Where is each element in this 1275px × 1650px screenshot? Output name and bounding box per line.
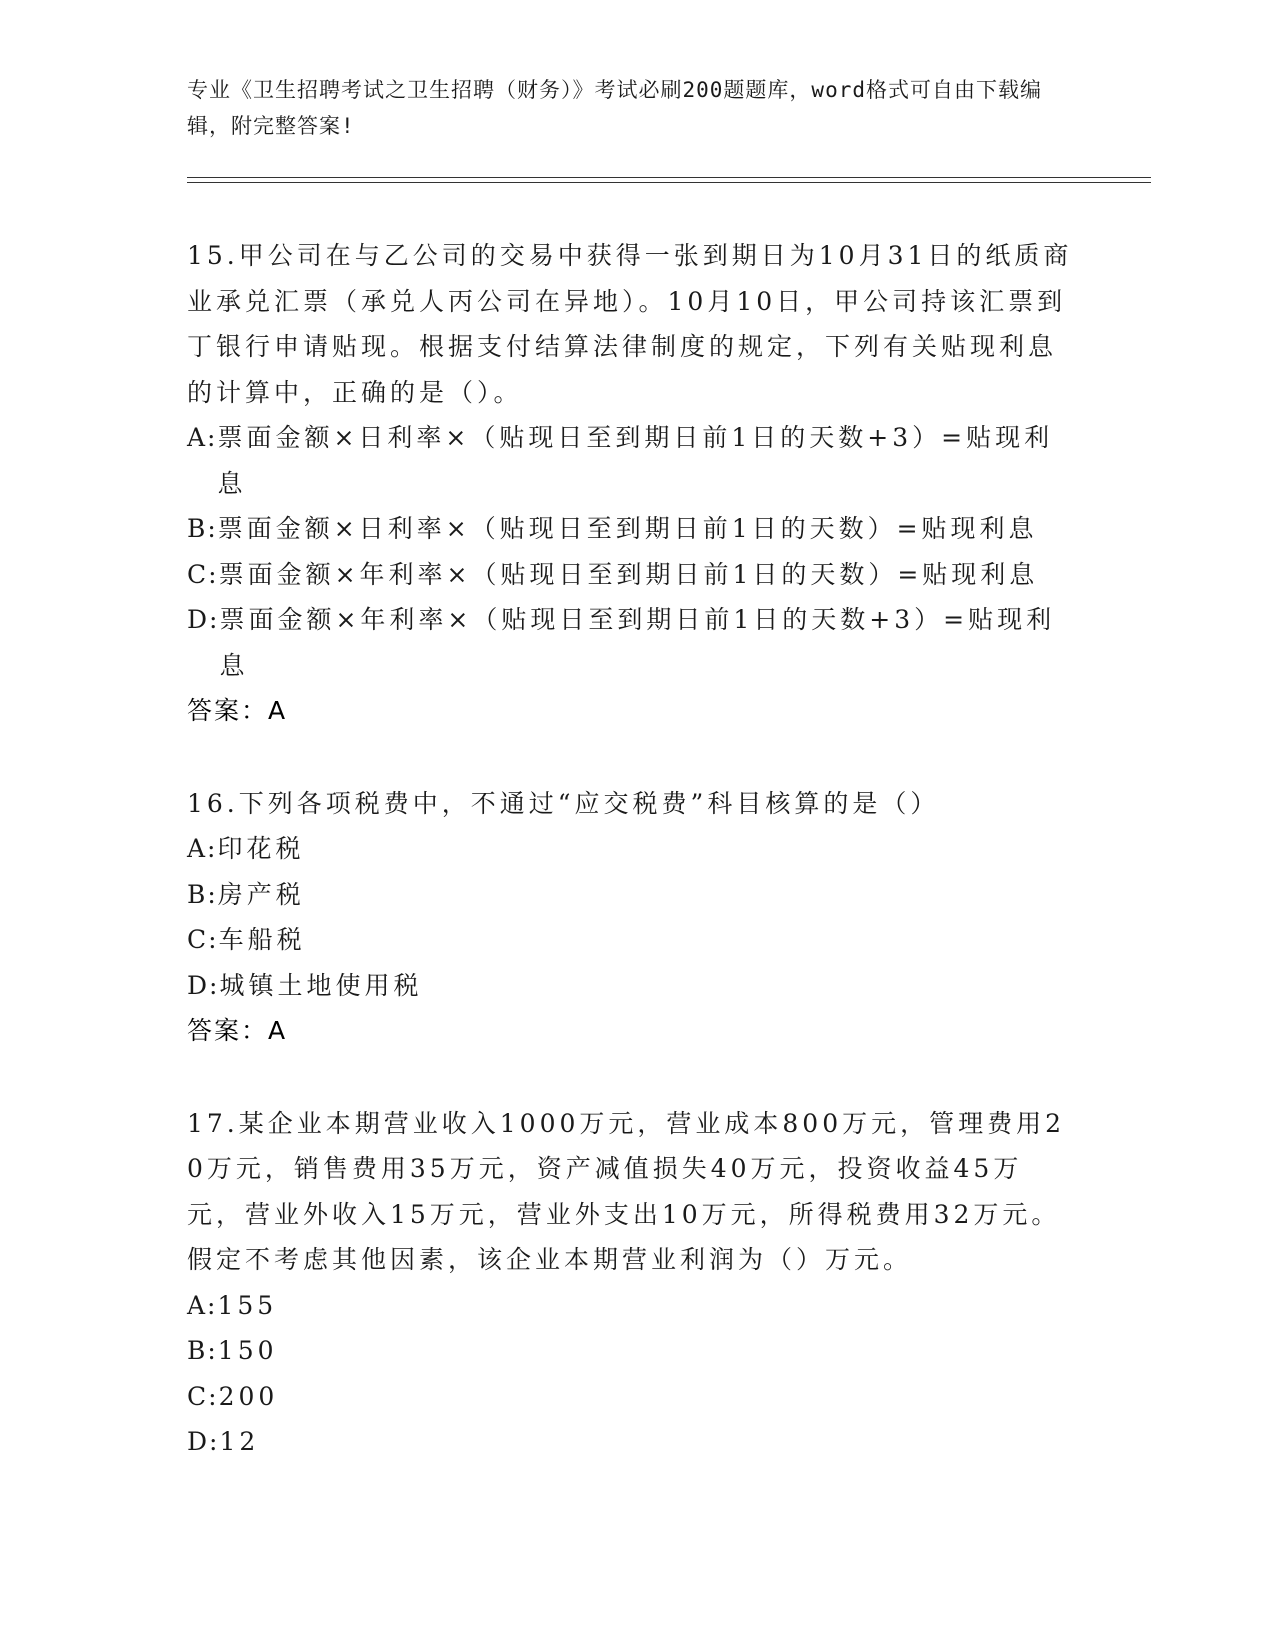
option-letter: C: xyxy=(187,1381,219,1411)
option-letter: A: xyxy=(187,1290,218,1320)
option-text: 票面金额×日利率×（贴现日至到期日前1日的天数+3）=贴现利息 xyxy=(217,423,1054,498)
option-b xyxy=(187,872,1077,918)
option-letter: D: xyxy=(187,970,220,1000)
option-a xyxy=(187,826,1077,872)
question-stem: 17.某企业本期营业收入1000万元，营业成本800万元，管理费用20万元，销售费用35万元，资产减值损失40万元，投资收益45万元，营业外收入15万元，营业外支出10万元，所得税费用32万元。假定不考虑其他因素，该企业本期营业利润为（）万元。 xyxy=(187,1108,1066,1274)
question-stem: 16.下列各项税费中，不通过“应交税费”科目核算的是（） xyxy=(187,788,940,818)
option-letter: C: xyxy=(187,925,219,954)
option-letter: A: xyxy=(187,834,218,863)
option-letter: B: xyxy=(187,1336,218,1365)
option-letter: A: xyxy=(187,423,218,452)
header-divider-bottom xyxy=(187,182,1151,183)
question-list xyxy=(187,233,1077,1512)
option-c xyxy=(187,1374,1077,1420)
option-letter: D: xyxy=(187,605,220,634)
option-text: 城镇土地使用税 xyxy=(219,970,423,1000)
option-a xyxy=(187,415,1077,506)
option-a xyxy=(187,1283,1077,1329)
question-16 xyxy=(187,781,1077,1054)
option-d xyxy=(187,963,1077,1009)
answer-line: 答案：A xyxy=(187,696,288,725)
header-divider-top xyxy=(187,177,1151,178)
option-text: 票面金额×年利率×（贴现日至到期日前1日的天数）=贴现利息 xyxy=(218,559,1039,589)
option-text: 房产税 xyxy=(217,879,305,909)
option-d xyxy=(187,1419,1077,1465)
question-stem: 15.甲公司在与乙公司的交易中获得一张到期日为10月31日的纸质商业承兑汇票（承兑人丙公司在异地）。10月10日，甲公司持该汇票到丁银行申请贴现。根据支付结算法律制度的规定，下列有关贴现利息的计算中，正确的是（）。 xyxy=(187,241,1073,407)
option-letter: C: xyxy=(187,559,219,589)
option-text: 票面金额×日利率×（贴现日至到期日前1日的天数）=贴现利息 xyxy=(217,514,1038,543)
option-b xyxy=(187,1328,1077,1374)
option-text: 车船税 xyxy=(218,925,306,954)
question-17 xyxy=(187,1101,1077,1465)
answer-line: 答案：A xyxy=(187,1016,288,1045)
question-15 xyxy=(187,233,1077,734)
option-letter: B: xyxy=(187,879,218,909)
option-text: 155 xyxy=(217,1290,278,1320)
option-text: 印花税 xyxy=(217,834,305,863)
option-letter: D: xyxy=(187,1427,220,1456)
option-c xyxy=(187,917,1077,963)
option-d xyxy=(187,597,1077,688)
option-letter: B: xyxy=(187,514,218,543)
option-text: 200 xyxy=(218,1381,279,1411)
option-c xyxy=(187,552,1077,598)
option-text: 150 xyxy=(217,1336,278,1365)
option-text: 票面金额×年利率×（贴现日至到期日前1日的天数+3）=贴现利息 xyxy=(219,605,1056,680)
option-b xyxy=(187,506,1077,552)
document-header: 专业《卫生招聘考试之卫生招聘（财务）》考试必刷200题题库，word格式可自由下载编辑，附完整答案! xyxy=(187,78,1042,138)
option-text: 12 xyxy=(219,1427,260,1456)
